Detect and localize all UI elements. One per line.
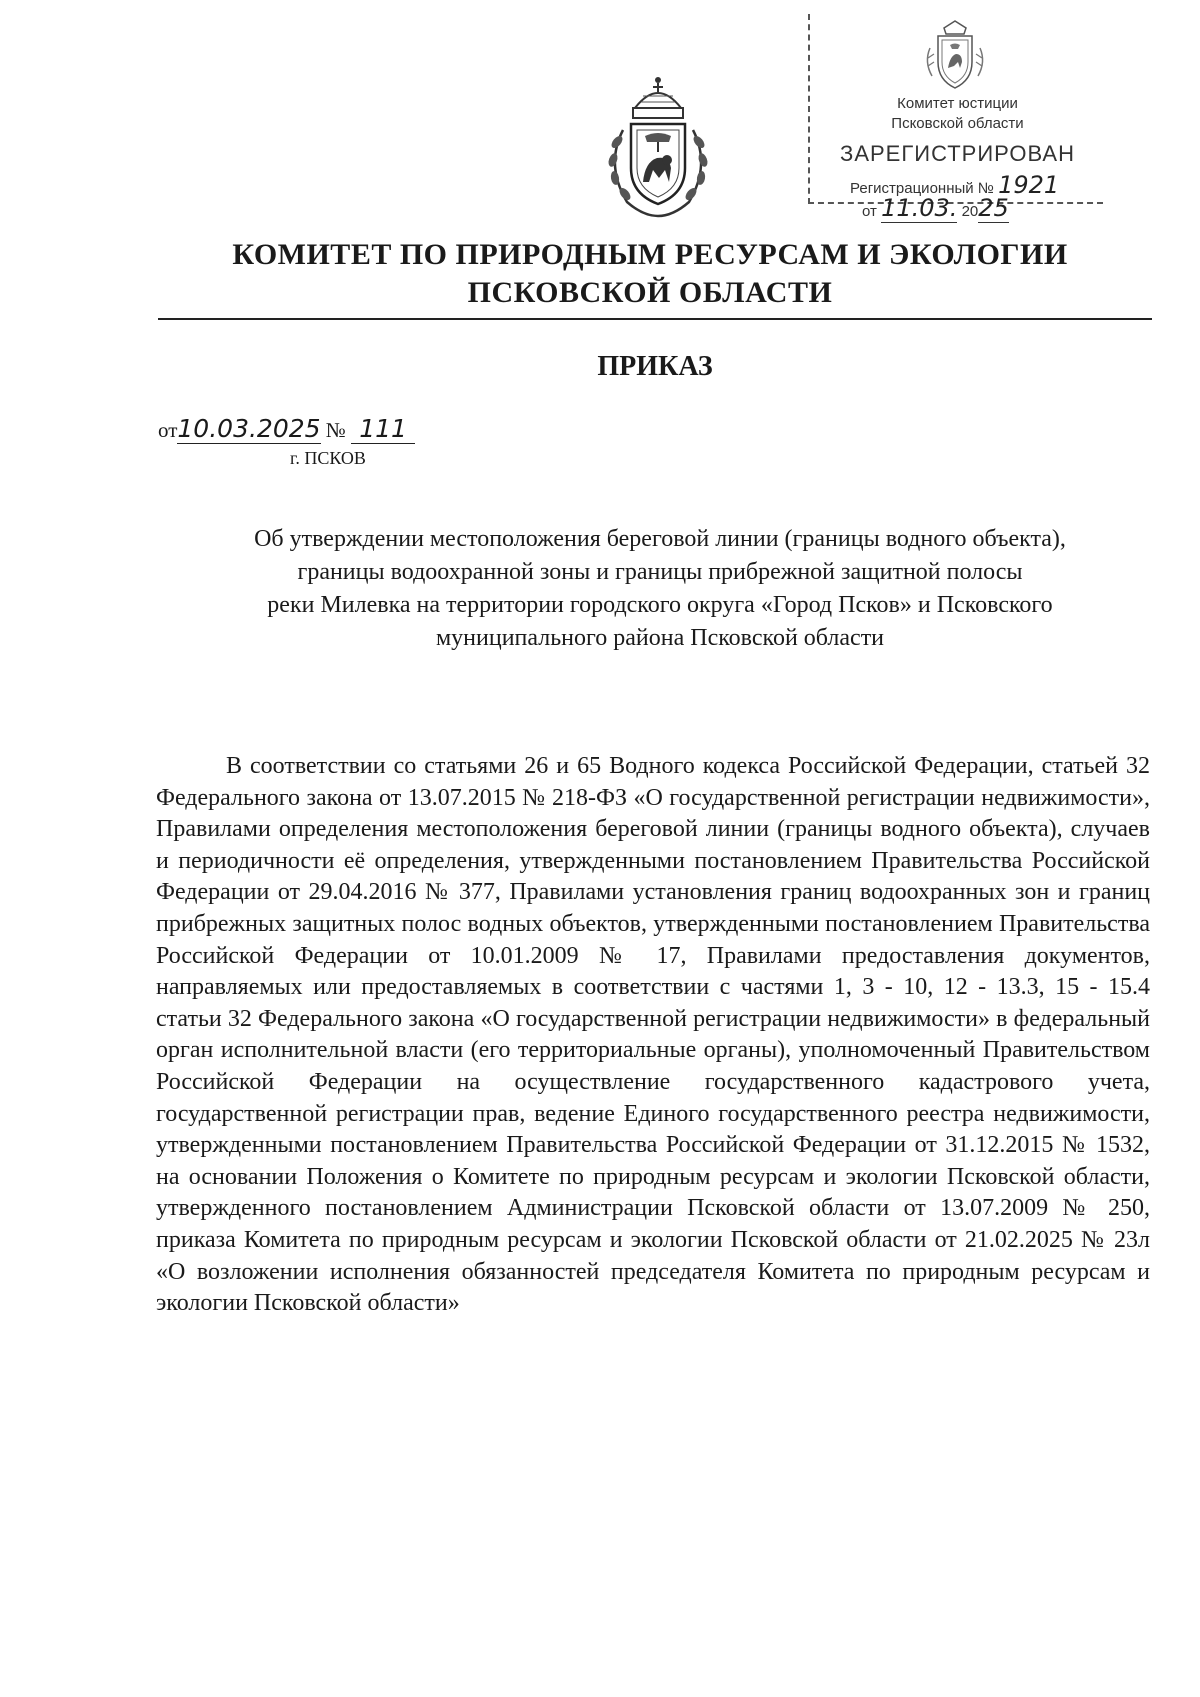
subject-line4: муниципального района Псковской области: [435, 625, 885, 651]
stamp-org-line2: Псковской области: [891, 115, 1024, 132]
registration-stamp: [808, 14, 1103, 222]
stamp-reg-number: 1921: [998, 171, 1060, 199]
committee-name-line2: ПСКОВСКОЙ ОБЛАСТИ: [467, 276, 833, 309]
stamp-date-row: [862, 194, 1009, 223]
order-date-handwritten: 10.03.2025: [177, 414, 321, 443]
document-type-title: ПРИКАЗ: [597, 351, 713, 382]
stamp-date-prefix: от: [862, 203, 877, 220]
stamp-status: ЗАРЕГИСТРИРОВАН: [840, 141, 1075, 166]
order-date-number: [158, 414, 415, 444]
order-date-prefix: от: [158, 418, 178, 442]
subject-line1: Об утверждении местоположения береговой линии (границы водного объекта),: [254, 526, 1066, 552]
stamp-reg-label: Регистрационный №: [850, 180, 994, 197]
header-divider: [158, 318, 1152, 320]
stamp-year-handwritten: 25: [978, 194, 1009, 222]
committee-name-line1: КОМИТЕТ ПО ПРИРОДНЫМ РЕСУРСАМ И ЭКОЛОГИИ: [232, 238, 1068, 271]
stamp-org-line1: Комитет юстиции: [897, 95, 1018, 112]
order-number-label: №: [325, 418, 346, 442]
document-subject: [170, 523, 1150, 655]
stamp-coat-of-arms-icon: [920, 18, 990, 92]
subject-line3: реки Милевка на территории городского округа «Город Псков» и Псковского: [267, 592, 1053, 618]
order-city: г. ПСКОВ: [290, 448, 366, 468]
order-number-handwritten: 111: [351, 414, 415, 444]
body-paragraph: В соответствии со статьями 26 и 65 Водного кодекса Российской Федерации, статьей 32 Федерального закона от 13.07.2015 № 218-ФЗ «О государственной регистрации недвижимости», Правилами определения местоположения береговой линии (границы водного объекта), случаев и периодичности её определения, утвержденными постановлением Правительства Российской Федерации от 29.04.2016 № 377, Правилами установления границ водоохранных зон и границ прибрежных защитных полос водных объектов, утвержденными постановлением Правительства Российской Федерации от 10.01.2009 № 17, Правилами предоставления документов, направляемых или предоставляемых в соответствии с частями 1, 3 - 10, 12 - 13.3, 15 - 15.4 статьи 32 Федерального закона «О государственной регистрации недвижимости» в федеральный орган исполнительной власти (его территориальные органы), уполномоченный Правительством Российской Федерации на осуществление государственного кадастрового учета, государственной регистрации прав, ведение Единого государственного реестра недвижимости, утвержденными постановлением Правительства Российской Федерации от 31.12.2015 № 1532, на основании Положения о Комитете по природным ресурсам и экологии Псковской области, утвержденного постановлением Администрации Псковской области от 13.07.2009 № 250, приказа Комитета по природным ресурсам и экологии Псковской области от 21.02.2025 № 23л «О возложении исполнения обязанностей председателя Комитета по природным ресурсам и экологии Псковской области»: [156, 753, 1150, 1317]
coat-of-arms-icon: [583, 70, 733, 220]
stamp-year-prefix: 20: [961, 203, 979, 220]
subject-line2: границы водоохранной зоны и границы прибрежной защитной полосы: [297, 559, 1023, 585]
stamp-date-handwritten: 11.03.: [881, 194, 958, 222]
committee-name: [150, 236, 1150, 312]
